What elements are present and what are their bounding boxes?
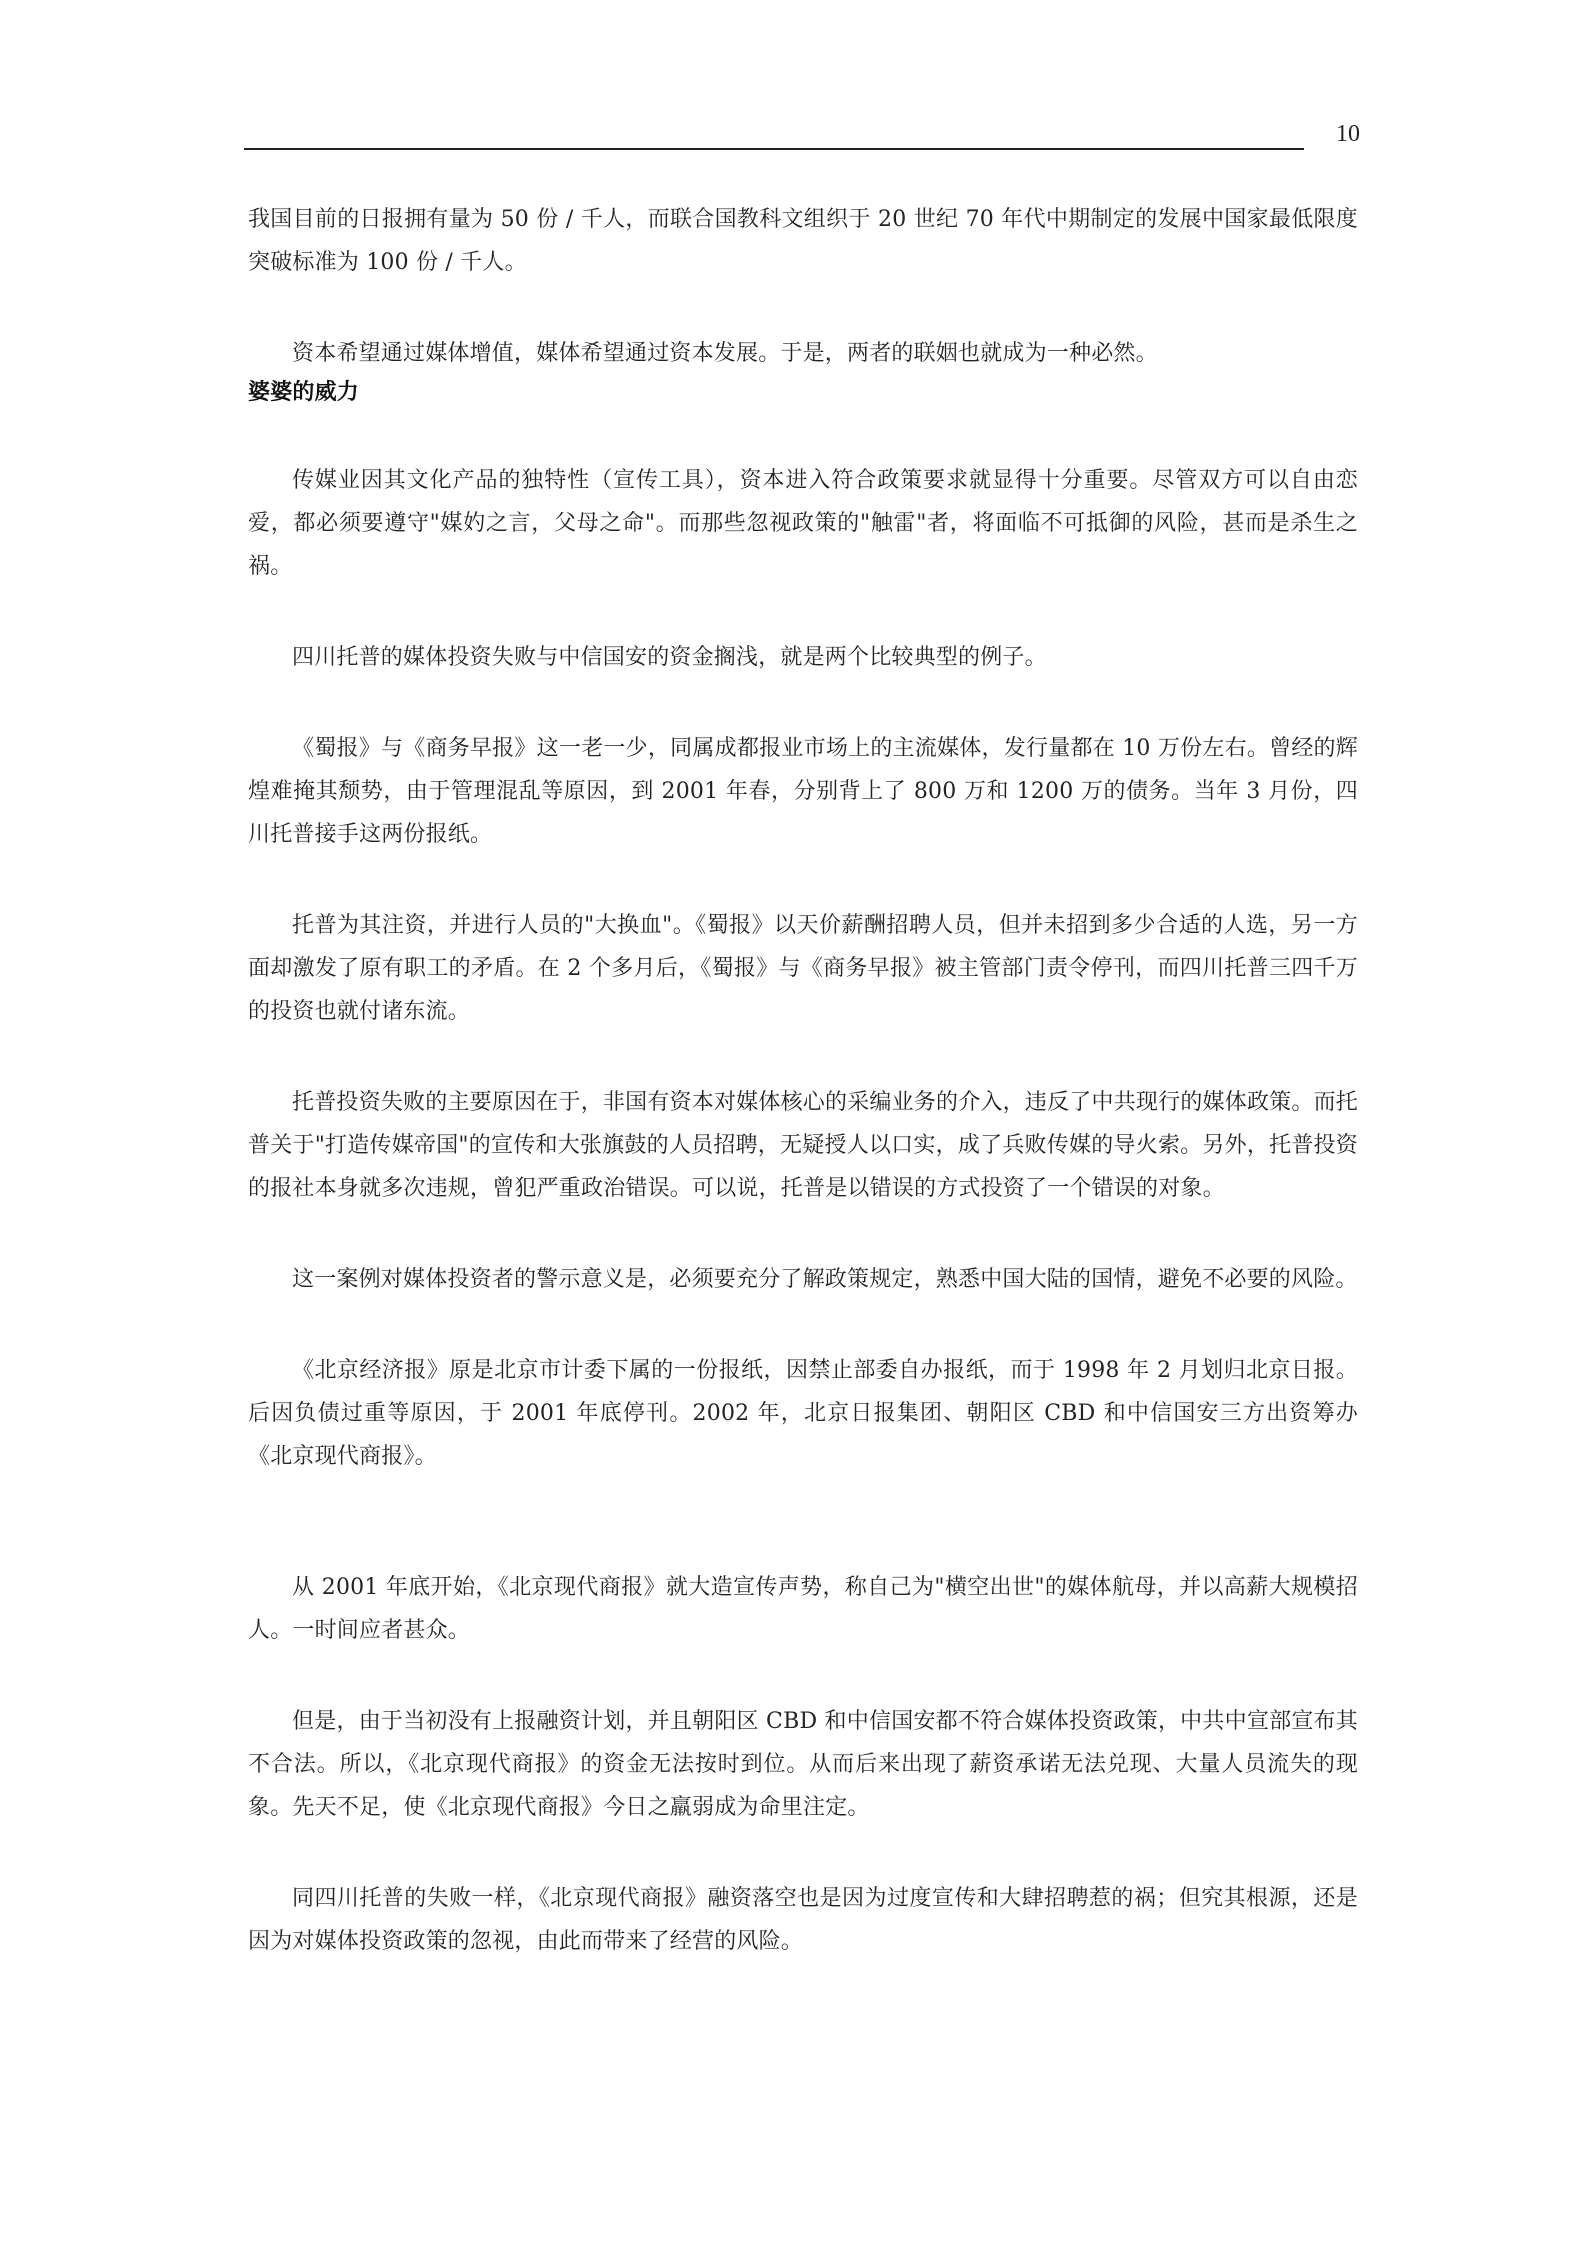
paragraph-3: 传媒业因其文化产品的独特性（宣传工具），资本进入符合政策要求就显得十分重要。尽管双方可以自由恋爱，都必须要遵守"媒妁之言，父母之命"。而那些忽视政策的"触雷"者，将面临不可抵御的风险，甚而是杀生之祸。 (248, 468, 1358, 579)
paragraph-gap (248, 1210, 1358, 1258)
page-header (244, 118, 1360, 154)
page-body (248, 198, 1358, 1963)
paragraph-7: 托普投资失败的主要原因在于，非国有资本对媒体核心的采编业务的介入，违反了中共现行的媒体政策。而托普关于"打造传媒帝国"的宣传和大张旗鼓的人员招聘，无疑授人以口实，成了兵败传媒的导火索。另外，托普投资的报社本身就多次违规，曾犯严重政治错误。可以说，托普是以错误的方式投资了一个错误的对象。 (248, 1090, 1358, 1201)
section-heading: 婆婆的威力 (248, 380, 360, 405)
paragraph-gap (248, 1033, 1358, 1081)
paragraph-10: 从 2001 年底开始，《北京现代商报》就大造宣传声势，称自己为"横空出世"的媒体航母，并以高薪大规模招人。一时间应者甚众。 (248, 1575, 1358, 1643)
paragraph-9: 《北京经济报》原是北京市计委下属的一份报纸，因禁止部委自办报纸，而于 1998 年 2 月划归北京日报。后因负债过重等原因，于 2001 年底停刊。2002 年，北京日报集团、朝阳区 CBD 和中信国安三方出资筹办《北京现代商报》。 (248, 1358, 1358, 1469)
paragraph-5: 《蜀报》与《商务早报》这一老一少，同属成都报业市场上的主流媒体，发行量都在 10 万份左右。曾经的辉煌难掩其颓势，由于管理混乱等原因，到 2001 年春，分别背上了 800 万和 1200 万的债务。当年 3 月份，四川托普接手这两份报纸。 (248, 736, 1358, 847)
page-number: 10 (1336, 121, 1360, 147)
paragraph-2: 资本希望通过媒体增值，媒体希望通过资本发展。于是，两者的联姻也就成为一种必然。 (292, 341, 1158, 366)
paragraph-12: 同四川托普的失败一样，《北京现代商报》融资落空也是因为过度宣传和大肆招聘惹的祸；但究其根源，还是因为对媒体投资政策的忽视，由此而带来了经营的风险。 (248, 1886, 1358, 1954)
paragraph-gap (248, 411, 1358, 459)
paragraph-gap (248, 1652, 1358, 1700)
paragraph-1: 我国目前的日报拥有量为 50 份 / 千人，而联合国教科文组织于 20 世纪 70 年代中期制定的发展中国家最低限度突破标准为 100 份 / 千人。 (248, 207, 1358, 275)
header-rule (244, 148, 1304, 150)
paragraph-11: 但是，由于当初没有上报融资计划，并且朝阳区 CBD 和中信国安都不符合媒体投资政策，中共中宣部宣布其不合法。所以，《北京现代商报》的资金无法按时到位。从而后来出现了薪资承诺无法兑现、大量人员流失的现象。先天不足，使《北京现代商报》今日之羸弱成为命里注定。 (248, 1709, 1358, 1820)
paragraph-gap (248, 856, 1358, 904)
paragraph-gap (248, 679, 1358, 727)
paragraph-gap (248, 1478, 1358, 1566)
paragraph-gap (248, 1829, 1358, 1877)
paragraph-gap (248, 588, 1358, 636)
paragraph-4: 四川托普的媒体投资失败与中信国安的资金搁浅，就是两个比较典型的例子。 (292, 645, 1047, 670)
paragraph-gap (248, 284, 1358, 332)
paragraph-6: 托普为其注资，并进行人员的"大换血"。《蜀报》以天价薪酬招聘人员，但并未招到多少合适的人选，另一方面却激发了原有职工的矛盾。在 2 个多月后，《蜀报》与《商务早报》被主管部门责令停刊，而四川托普三四千万的投资也就付诸东流。 (248, 913, 1358, 1024)
paragraph-gap (248, 1301, 1358, 1349)
paragraph-8: 这一案例对媒体投资者的警示意义是，必须要充分了解政策规定，熟悉中国大陆的国情，避免不必要的风险。 (292, 1267, 1358, 1292)
